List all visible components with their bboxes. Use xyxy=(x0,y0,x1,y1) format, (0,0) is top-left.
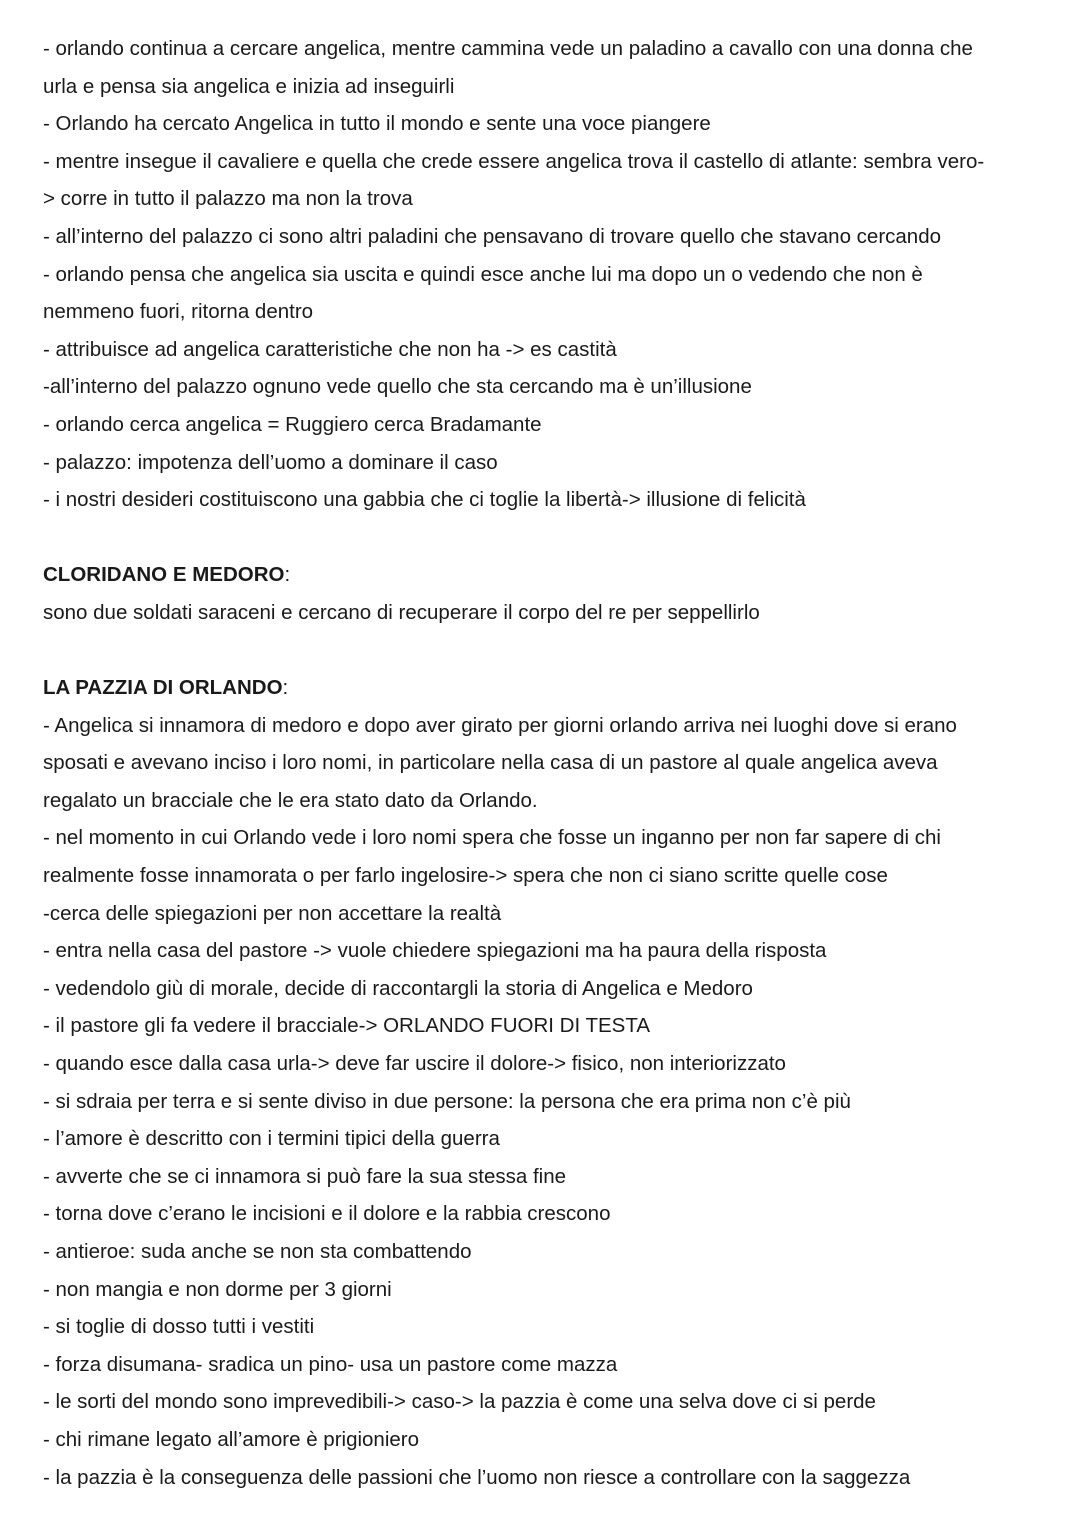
section-palazzo-atlante xyxy=(43,30,1053,519)
section-cloridano-medoro xyxy=(43,556,1053,631)
text-line: - orlando pensa che angelica sia uscita e quindi esce anche lui ma dopo un o vedendo che non è xyxy=(43,262,923,286)
text-line: - mentre insegue il cavaliere e quella che crede essere angelica trova il castello di atlante: sembra vero- xyxy=(43,149,985,173)
text-line: - all’interno del palazzo ci sono altri paladini che pensavano di trovare quello che stavano cercando xyxy=(43,224,941,248)
text-line: - si sdraia per terra e si sente diviso in due persone: la persona che era prima non c’è più xyxy=(43,1089,851,1113)
text-line: - antieroe: suda anche se non sta combattendo xyxy=(43,1240,472,1263)
section-heading xyxy=(43,556,1053,594)
text-line: - la pazzia è la conseguenza delle passioni che l’uomo non riesce a controllare con la saggezza xyxy=(43,1465,911,1489)
text-line: - avverte che se ci innamora si può fare la sua stessa fine xyxy=(43,1164,567,1188)
text-line: realmente fosse innamorata o per farlo ingelosire-> spera che non ci siano scritte quelle cose xyxy=(43,864,888,888)
text-line: - orlando continua a cercare angelica, mentre cammina vede un paladino a cavallo con una donna che xyxy=(43,37,973,60)
text-line: nemmeno fuori, ritorna dentro xyxy=(43,300,314,324)
text-line: - forza disumana- sradica un pino- usa un pastore come mazza xyxy=(43,1352,618,1376)
section-heading-text: LA PAZZIA DI ORLANDO xyxy=(43,676,283,700)
text-line: - quando esce dalla casa urla-> deve far uscire il dolore-> fisico, non interiorizzato xyxy=(43,1052,786,1076)
section-heading-colon: : xyxy=(284,563,291,587)
text-line: sposati e avevano inciso i loro nomi, in particolare nella casa di un pastore al quale angelica aveva xyxy=(43,751,938,775)
document-page xyxy=(43,30,1053,1496)
text-line: - il pastore gli fa vedere il bracciale-> ORLANDO FUORI DI TESTA xyxy=(43,1014,651,1038)
text-line: - torna dove c’erano le incisioni e il dolore e la rabbia crescono xyxy=(43,1202,611,1226)
section-pazzia-orlando xyxy=(43,669,1053,1496)
text-line: urla e pensa sia angelica e inizia ad inseguirli xyxy=(43,74,455,98)
text-line: - le sorti del mondo sono imprevedibili-> caso-> la pazzia è come una selva dove ci si perde xyxy=(43,1390,876,1414)
text-line: sono due soldati saraceni e cercano di recuperare il corpo del re per seppellirlo xyxy=(43,600,760,624)
text-line: - chi rimane legato all’amore è prigioniero xyxy=(43,1427,420,1451)
text-line: - orlando cerca angelica = Ruggiero cerca Bradamante xyxy=(43,412,542,436)
text-line: - vedendolo giù di morale, decide di raccontargli la storia di Angelica e Medoro xyxy=(43,976,753,1000)
text-line: - i nostri desideri costituiscono una gabbia che ci toglie la libertà-> illusione di felicità xyxy=(43,488,806,512)
spacer xyxy=(43,519,1053,557)
text-line: - entra nella casa del pastore -> vuole chiedere spiegazioni ma ha paura della risposta xyxy=(43,939,827,963)
text-line: - non mangia e non dorme per 3 giorni xyxy=(43,1277,392,1301)
text-line: - Orlando ha cercato Angelica in tutto il mondo e sente una voce piangere xyxy=(43,112,711,136)
text-line: -all’interno del palazzo ognuno vede quello che sta cercando ma è un’illusione xyxy=(43,375,752,399)
text-line: - l’amore è descritto con i termini tipici della guerra xyxy=(43,1127,500,1151)
text-line: - si toglie di dosso tutti i vestiti xyxy=(43,1315,315,1339)
section-heading-colon: : xyxy=(282,676,289,700)
text-line: -cerca delle spiegazioni per non accettare la realtà xyxy=(43,901,502,925)
text-line: - nel momento in cui Orlando vede i loro nomi spera che fosse un inganno per non far sapere di chi xyxy=(43,826,941,850)
text-line: - palazzo: impotenza dell’uomo a dominare il caso xyxy=(43,450,498,474)
text-line: > corre in tutto il palazzo ma non la trova xyxy=(43,187,413,211)
text-line: - attribuisce ad angelica caratteristiche che non ha -> es castità xyxy=(43,337,617,361)
section-heading-text: CLORIDANO E MEDORO xyxy=(43,563,285,587)
text-line: regalato un bracciale che le era stato dato da Orlando. xyxy=(43,788,538,812)
spacer xyxy=(43,632,1053,670)
section-heading xyxy=(43,669,1053,707)
text-line: - Angelica si innamora di medoro e dopo aver girato per giorni orlando arriva nei luoghi dove si erano xyxy=(43,713,957,737)
